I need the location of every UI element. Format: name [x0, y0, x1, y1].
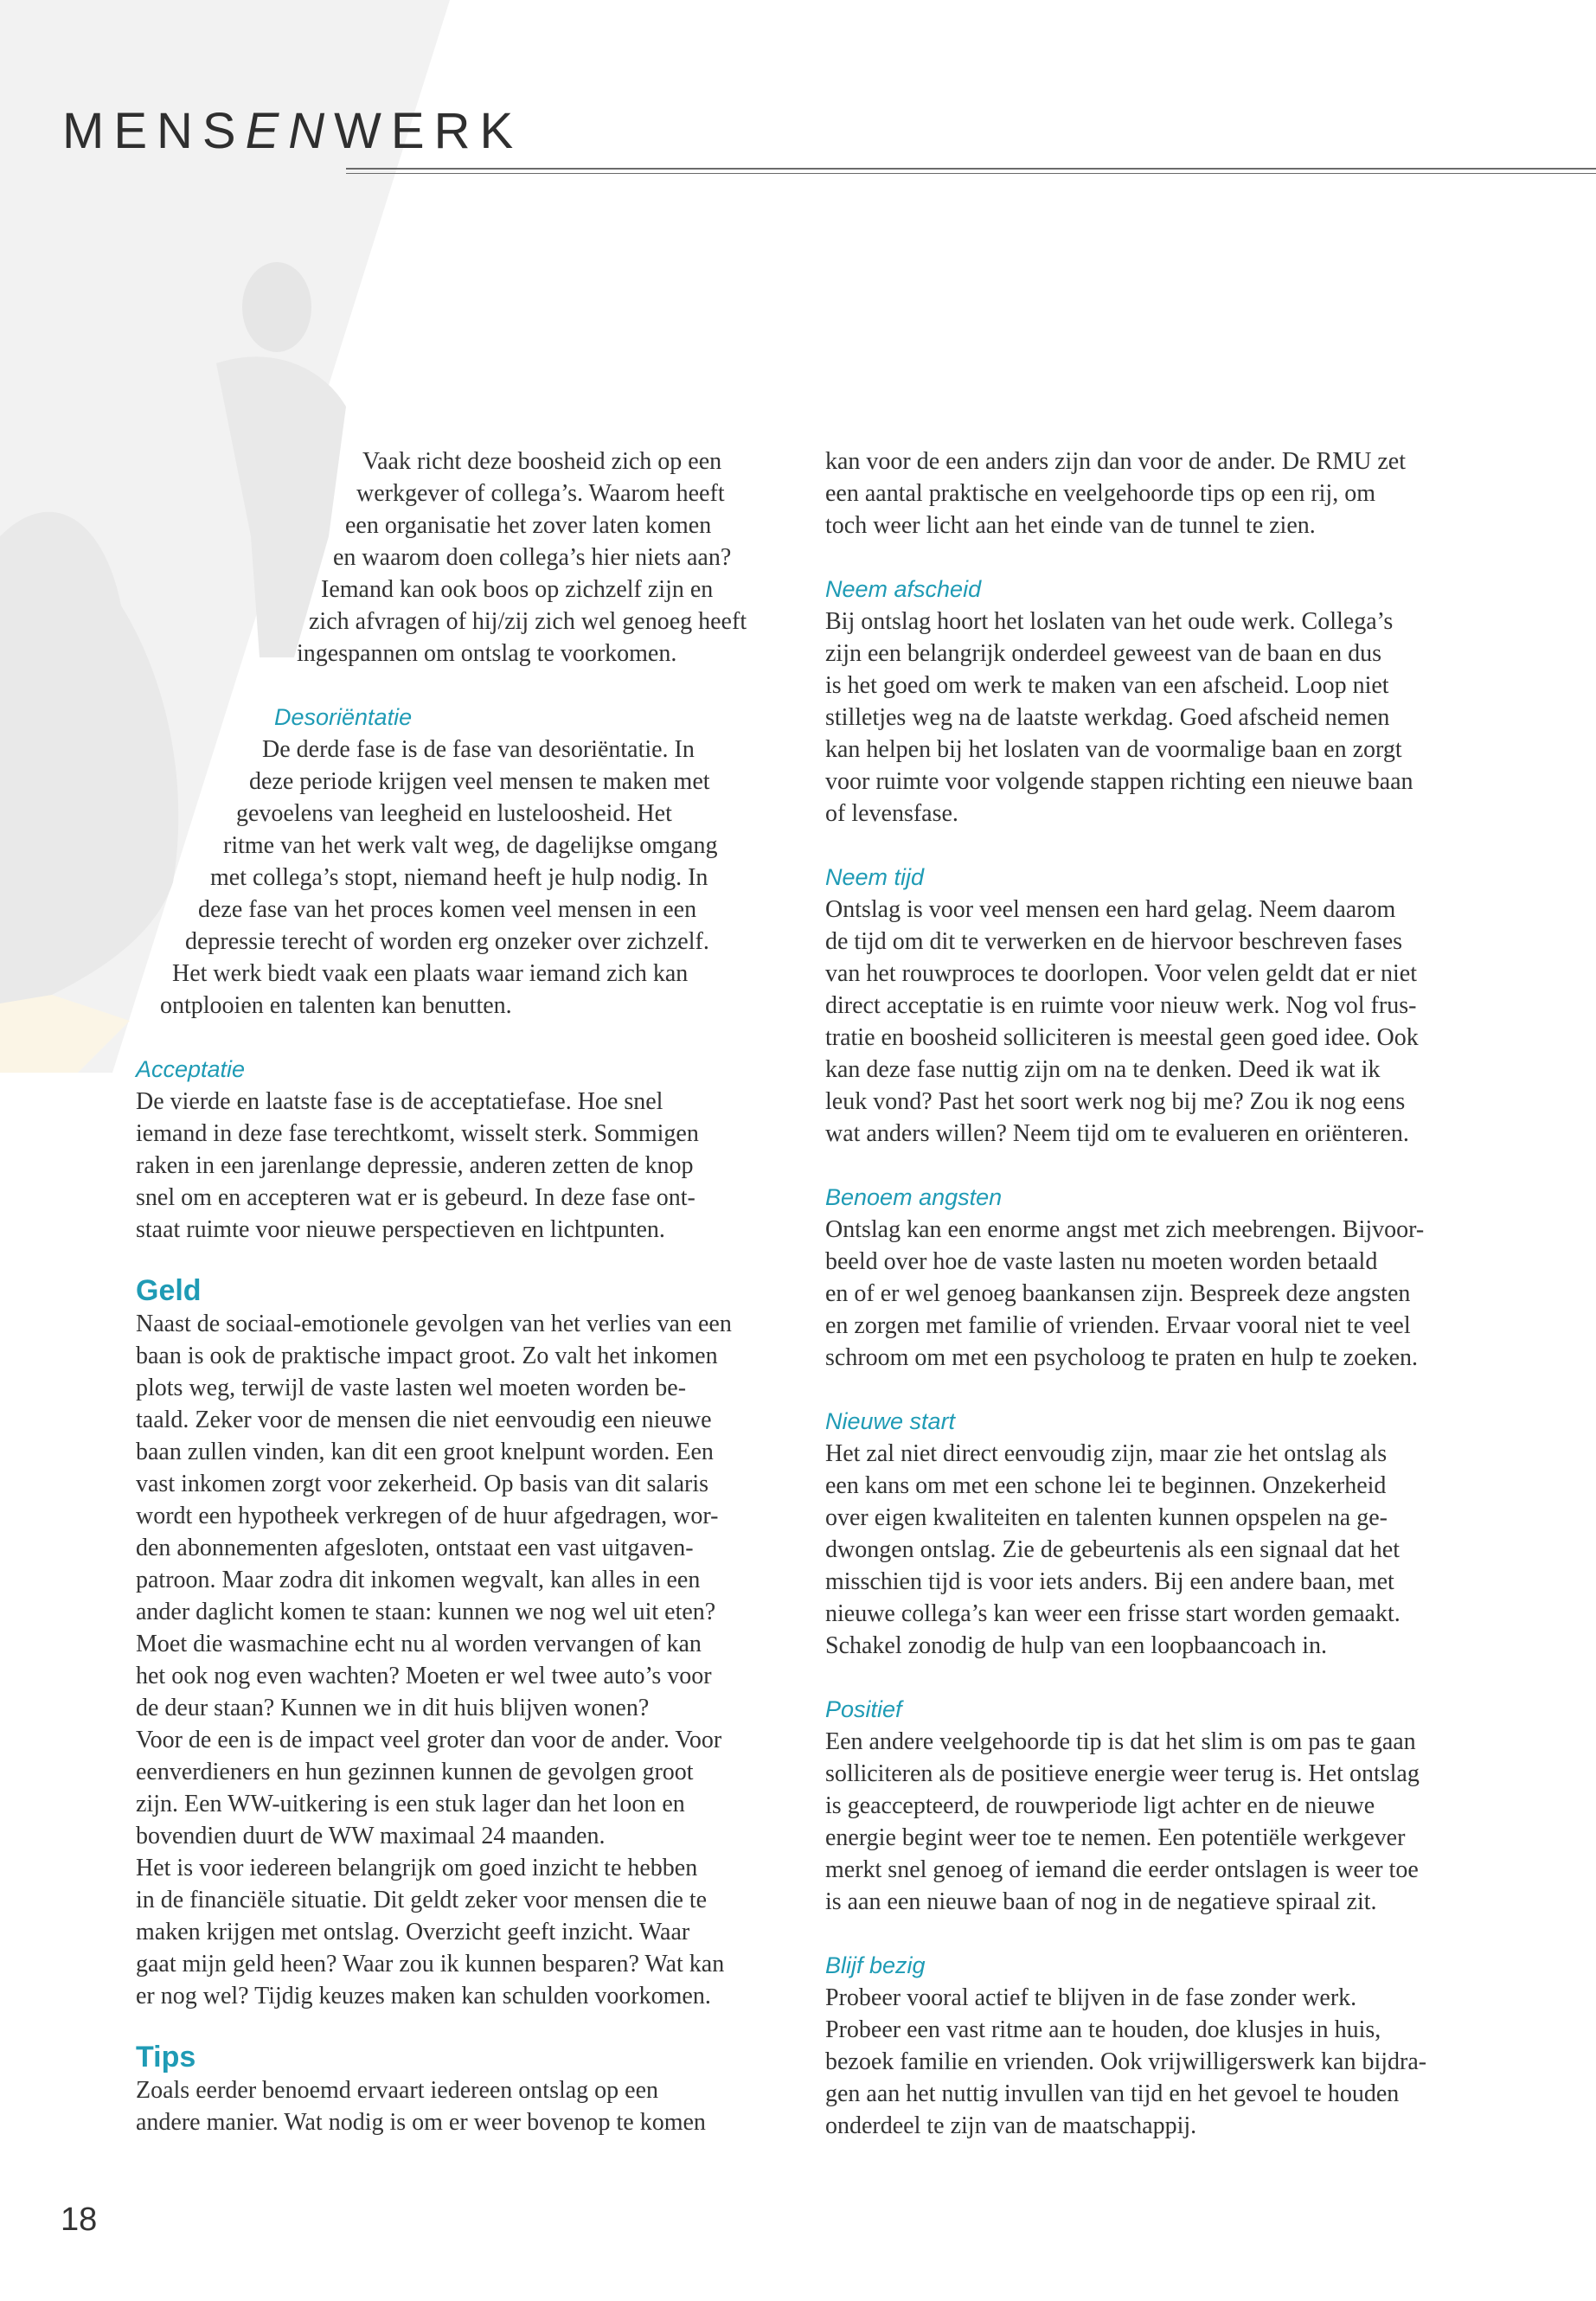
text-line: misschien tijd is voor iets anders. Bij een andere baan, met — [825, 1568, 1394, 1595]
tijd-paragraph — [825, 894, 1465, 1150]
text-line: en of er wel genoeg baankansen zijn. Bespreek deze angsten — [825, 1280, 1411, 1307]
text-line: een kans om met een schone lei te beginnen. Onzekerheid — [825, 1472, 1387, 1499]
text-line: over eigen kwaliteiten en talenten kunnen opspelen na ge- — [825, 1504, 1388, 1531]
text-line: maken krijgen met ontslag. Overzicht geeft inzicht. Waar — [136, 1919, 690, 1945]
right-intro-paragraph — [825, 445, 1465, 542]
angsten-paragraph — [825, 1214, 1465, 1374]
page-header-title — [62, 102, 522, 160]
text-line: Voor de een is de impact veel groter dan voor de ander. Voor — [136, 1727, 722, 1753]
subheading-blijf-bezig: Blijf bezig — [825, 1952, 926, 1978]
text-line: zijn een belangrijk onderdeel geweest van de baan en dus — [825, 640, 1381, 667]
text-line: Probeer vooral actief te blijven in de fase zonder werk. — [825, 1984, 1357, 2011]
text-line: deze periode krijgen veel mensen te maken met — [249, 768, 710, 795]
text-line: energie begint weer toe te nemen. Een potentiële werkgever — [825, 1824, 1406, 1851]
text-line: Zoals eerder benoemd ervaart iedereen ontslag op een — [136, 2077, 659, 2104]
text-line: kan voor de een anders zijn dan voor de ander. De RMU zet — [825, 448, 1406, 475]
text-line: Het zal niet direct eenvoudig zijn, maar zie het ontslag als — [825, 1440, 1388, 1467]
positief-paragraph — [825, 1726, 1465, 1918]
header-rule-bottom — [346, 173, 1596, 174]
text-line: wat anders willen? Neem tijd om te evalueren en oriënteren. — [825, 1120, 1409, 1147]
text-line: den abonnementen afgesloten, ontstaat een vast uitgaven- — [136, 1535, 694, 1561]
text-line: leuk vond? Past het soort werk nog bij me? Zou ik nog eens — [825, 1088, 1406, 1115]
subheading-neem-afscheid: Neem afscheid — [825, 576, 982, 602]
subheading-neem-tijd: Neem tijd — [825, 864, 925, 890]
text-line: dwongen ontslag. Zie de gebeurtenis als een signaal dat het — [825, 1536, 1401, 1563]
subheading-acceptatie: Acceptatie — [136, 1056, 246, 1082]
header-title-mens: MENS — [62, 103, 246, 159]
text-line: ingespannen om ontslag te voorkomen. — [297, 640, 677, 667]
right-column — [825, 445, 1465, 2142]
text-line: Het werk biedt vaak een plaats waar iemand zich kan — [172, 960, 689, 987]
text-line: voor ruimte voor volgende stappen richting een nieuwe baan — [825, 768, 1413, 795]
text-line: tratie en boosheid solliciteren is meestal geen goed idee. Ook — [825, 1024, 1419, 1051]
text-line: De vierde en laatste fase is de acceptatiefase. Hoe snel — [136, 1088, 663, 1115]
intro-paragraph — [136, 445, 776, 670]
text-line: De derde fase is de fase van desoriëntatie. In — [262, 736, 695, 763]
text-line: ander daglicht komen te staan: kunnen we nog wel uit eten? — [136, 1599, 716, 1625]
tips-paragraph — [136, 2074, 776, 2138]
bezig-paragraph — [825, 1982, 1465, 2142]
text-line: Iemand kan ook boos op zichzelf zijn en — [321, 576, 714, 603]
text-line: is geaccepteerd, de rouwperiode ligt achter en de nieuwe — [825, 1792, 1375, 1819]
text-line: er nog wel? Tijdig keuzes maken kan schulden voorkomen. — [136, 1983, 711, 2009]
subheading-desorientatie: Desoriëntatie — [274, 704, 413, 730]
text-line: beeld over hoe de vaste lasten nu moeten worden betaald — [825, 1248, 1378, 1275]
subheading-positief: Positief — [825, 1696, 902, 1722]
text-line: Schakel zonodig de hulp van een loopbaancoach in. — [825, 1632, 1328, 1659]
text-line: stilletjes weg na de laatste werkdag. Goed afscheid nemen — [825, 704, 1390, 731]
text-line: Bij ontslag hoort het loslaten van het oude werk. Collega’s — [825, 608, 1394, 635]
text-line: gen aan het nuttig invullen van tijd en het gevoel te houden — [825, 2080, 1400, 2107]
header-title-en: EN — [245, 103, 335, 159]
heading-geld: Geld — [136, 1274, 202, 1307]
subheading-nieuwe-start: Nieuwe start — [825, 1408, 956, 1434]
text-line: onderdeel te zijn van de maatschappij. — [825, 2112, 1197, 2139]
text-line: Naast de sociaal-emotionele gevolgen van het verlies van een — [136, 1311, 732, 1337]
text-line: of levensfase. — [825, 800, 958, 827]
text-line: merkt snel genoeg of iemand die eerder ontslagen is weer toe — [825, 1856, 1419, 1883]
text-line: werkgever of collega’s. Waarom heeft — [356, 480, 725, 507]
text-line: vast inkomen zorgt voor zekerheid. Op basis van dit salaris — [136, 1471, 708, 1497]
text-line: baan is ook de praktische impact groot. Zo valt het inkomen — [136, 1343, 718, 1369]
text-line: ontplooien en talenten kan benutten. — [160, 992, 512, 1019]
text-line: andere manier. Wat nodig is om er weer bovenop te komen — [136, 2109, 706, 2136]
text-line: bovendien duurt de WW maximaal 24 maanden. — [136, 1823, 606, 1849]
text-line: Vaak richt deze boosheid zich op een — [362, 448, 722, 475]
text-line: nieuwe collega’s kan weer een frisse start worden gemaakt. — [825, 1600, 1401, 1627]
header-rule-top — [346, 168, 1596, 170]
text-line: solliciteren als de positieve energie weer terug is. Het ontslag — [825, 1760, 1420, 1787]
text-line: iemand in deze fase terechtkomt, wisselt sterk. Sommigen — [136, 1120, 699, 1147]
header-title-werk: WERK — [334, 103, 523, 159]
text-line: baan zullen vinden, kan dit een groot knelpunt worden. Een — [136, 1439, 714, 1465]
text-line: Probeer een vast ritme aan te houden, doe klusjes in huis, — [825, 2016, 1381, 2043]
text-line: Ontslag kan een enorme angst met zich meebrengen. Bijvoor- — [825, 1216, 1425, 1243]
text-line: een organisatie het zover laten komen — [345, 512, 712, 539]
text-line: depressie terecht of worden erg onzeker over zichzelf. — [185, 928, 709, 955]
text-line: de deur staan? Kunnen we in dit huis blijven wonen? — [136, 1695, 650, 1721]
text-line: deze fase van het proces komen veel mensen in een — [198, 896, 697, 923]
text-line: snel om en accepteren wat er is gebeurd. In deze fase ont- — [136, 1184, 695, 1211]
text-line: eenverdieners en hun gezinnen kunnen de gevolgen groot — [136, 1759, 694, 1785]
text-line: toch weer licht aan het einde van de tunnel te zien. — [825, 512, 1316, 539]
text-line: schroom om met een psycholoog te praten en hulp te zoeken. — [825, 1344, 1419, 1371]
text-line: bezoek familie en vrienden. Ook vrijwilligerswerk kan bijdra- — [825, 2048, 1427, 2075]
text-line: wordt een hypotheek verkregen of de huur afgedragen, wor- — [136, 1503, 719, 1529]
text-line: en zorgen met familie of vrienden. Ervaar vooral niet te veel — [825, 1312, 1411, 1339]
text-line: zijn. Een WW-uitkering is een stuk lager dan het loon en — [136, 1791, 685, 1817]
text-line: patroon. Maar zodra dit inkomen wegvalt, kan alles in een — [136, 1567, 701, 1593]
text-line: kan helpen bij het loslaten van de voormalige baan en zorgt — [825, 736, 1402, 763]
text-line: is aan een nieuwe baan of nog in de negatieve spiraal zit. — [825, 1888, 1377, 1915]
text-line: plots weg, terwijl de vaste lasten wel moeten worden be- — [136, 1375, 687, 1401]
start-paragraph — [825, 1438, 1465, 1662]
text-line: gaat mijn geld heen? Waar zou ik kunnen besparen? Wat kan — [136, 1951, 725, 1977]
subheading-benoem-angsten: Benoem angsten — [825, 1184, 1003, 1210]
text-line: direct acceptatie is en ruimte voor nieuw werk. Nog vol frus- — [825, 992, 1417, 1019]
heading-tips: Tips — [136, 2041, 196, 2073]
page-number: 18 — [61, 2202, 98, 2238]
text-line: taald. Zeker voor de mensen die niet eenvoudig een nieuwe — [136, 1407, 712, 1433]
text-line: het ook nog even wachten? Moeten er wel twee auto’s voor — [136, 1663, 712, 1689]
text-line: in de financiële situatie. Dit geldt zeker voor mensen die te — [136, 1887, 708, 1913]
desorientatie-paragraph — [136, 734, 776, 1022]
left-column — [136, 445, 776, 2138]
text-line: ritme van het werk valt weg, de dagelijkse omgang — [223, 832, 718, 859]
text-line: Een andere veelgehoorde tip is dat het slim is om pas te gaan — [825, 1728, 1416, 1755]
afscheid-paragraph — [825, 606, 1465, 830]
text-line: zich afvragen of hij/zij zich wel genoeg heeft — [309, 608, 747, 635]
text-line: met collega’s stopt, niemand heeft je hulp nodig. In — [210, 864, 708, 891]
text-line: kan deze fase nuttig zijn om na te denken. Deed ik wat ik — [825, 1056, 1381, 1083]
text-line: van het rouwproces te doorlopen. Voor velen geldt dat er niet — [825, 960, 1417, 987]
text-line: Moet die wasmachine echt nu al worden vervangen of kan — [136, 1631, 702, 1657]
text-line: Het is voor iedereen belangrijk om goed inzicht te hebben — [136, 1855, 698, 1881]
text-line: is het goed om werk te maken van een afscheid. Loop niet — [825, 672, 1389, 699]
acceptatie-paragraph — [136, 1086, 776, 1246]
text-line: staat ruimte voor nieuwe perspectieven en lichtpunten. — [136, 1216, 665, 1243]
text-line: een aantal praktische en veelgehoorde tips op een rij, om — [825, 480, 1375, 507]
text-line: de tijd om dit te verwerken en de hiervoor beschreven fases — [825, 928, 1403, 955]
geld-paragraph — [136, 1308, 776, 2012]
text-line: en waarom doen collega’s hier niets aan? — [333, 544, 732, 571]
text-line: raken in een jarenlange depressie, anderen zetten de knop — [136, 1152, 694, 1179]
text-line: gevoelens van leegheid en lusteloosheid. Het — [236, 800, 672, 827]
text-line: Ontslag is voor veel mensen een hard gelag. Neem daarom — [825, 896, 1396, 923]
